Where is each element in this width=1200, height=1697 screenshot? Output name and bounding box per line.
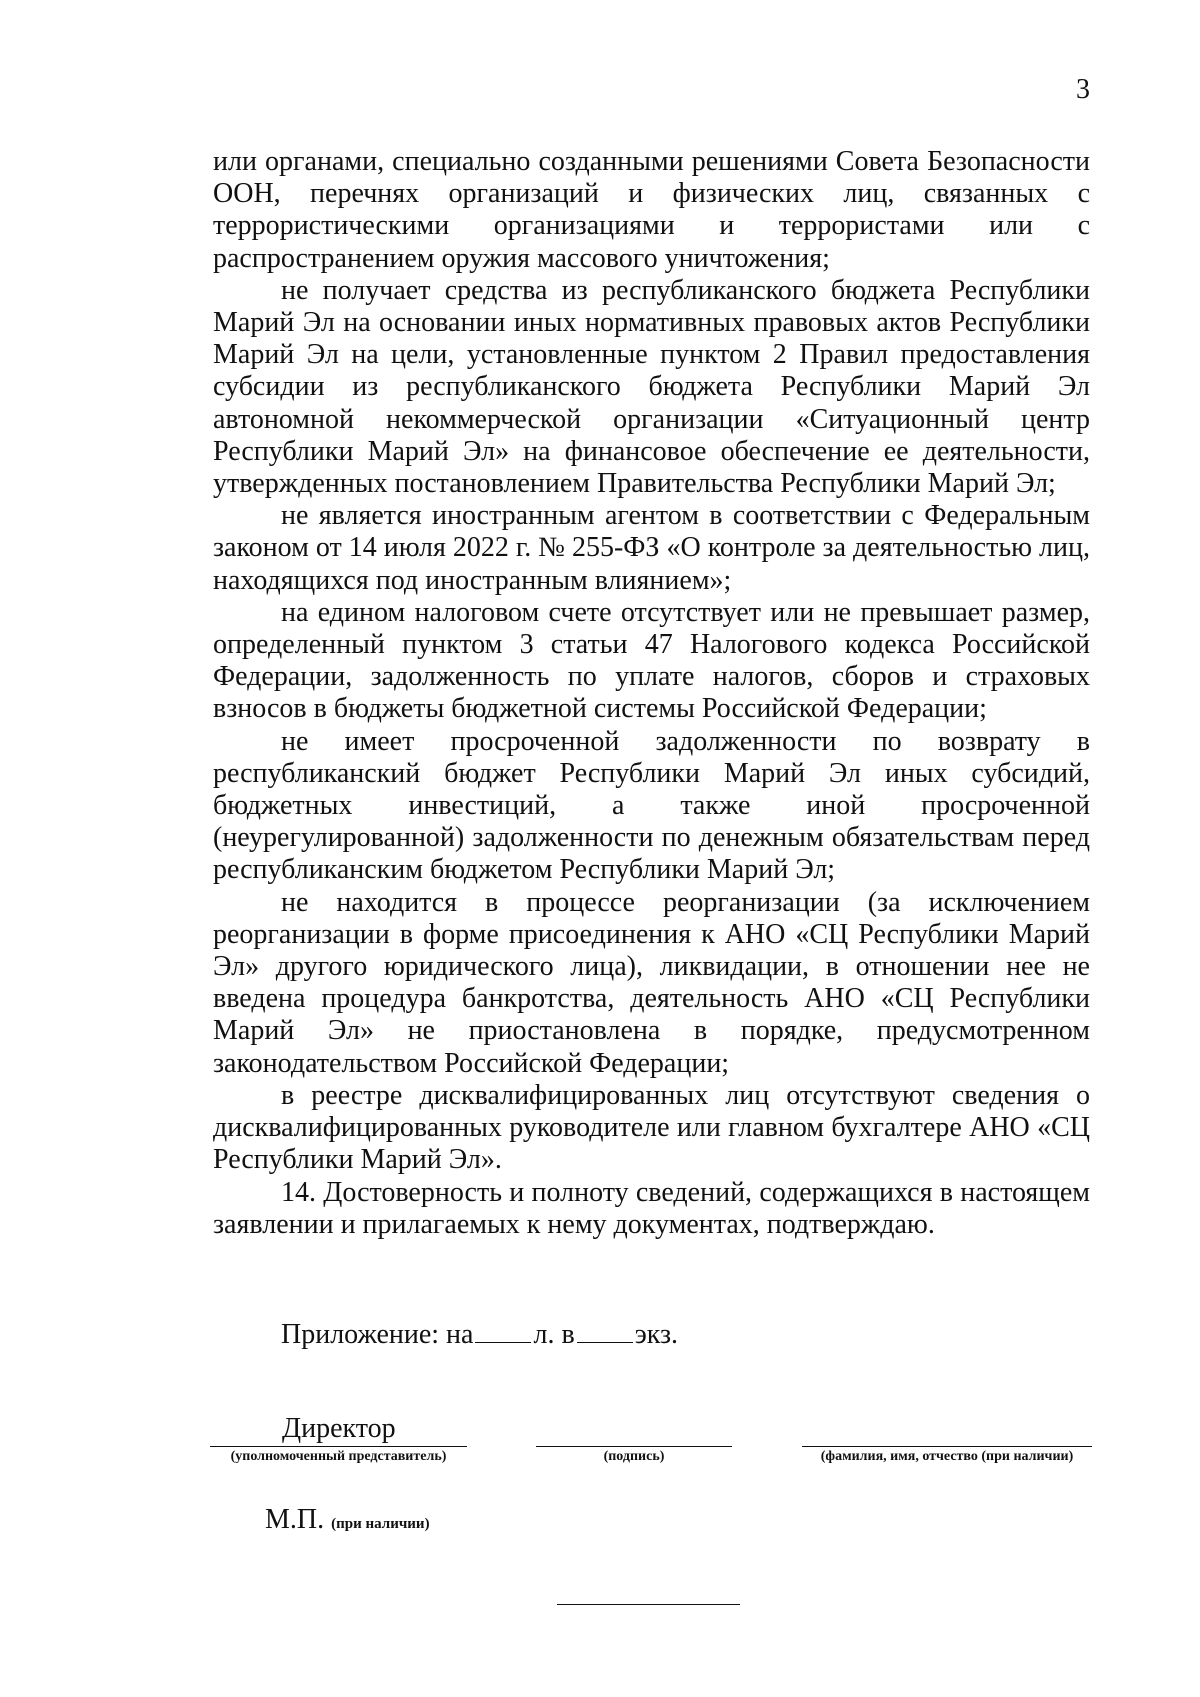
position-caption: (уполномоченный представитель) — [230, 1449, 447, 1464]
attachment-pages-blank[interactable] — [475, 1316, 531, 1343]
paragraph: не имеет просроченной задолженности по возврату в республиканский бюджет Республики Марий Эл иных субсидий, бюджетных инвестиций, а также иной просроченной (неурегулированной) задолженности по денежным обязательствам перед республиканским бюджетом Республики Марий Эл; — [213, 725, 1090, 886]
attachment-prefix: Приложение: на — [281, 1319, 474, 1350]
attachment-line — [281, 1316, 678, 1353]
position-value: Директор — [282, 1413, 396, 1444]
paragraph: не получает средства из республиканского бюджета Республики Марий Эл на основании иных нормативных правовых актов Республики Марий Эл на цели, установленные пунктом 2 Правил предоставления субсидии из республиканского бюджета Республики Марий Эл автономной некоммерческой организации «Ситуационный центр Республики Марий Эл» на финансовое обеспечение ее деятельности, утвержденных постановлением Правительства Республики Марий Эл; — [213, 274, 1090, 500]
body-text — [213, 146, 1090, 1241]
end-of-document-line — [557, 1604, 740, 1605]
stamp-place — [265, 1502, 430, 1542]
name-column — [802, 1412, 1092, 1467]
attachment-suffix: экз. — [634, 1319, 678, 1350]
position-column — [210, 1412, 467, 1467]
paragraph-confirmation: 14. Достоверность и полноту сведений, содержащихся в настоящем заявлении и прилагаемых к нему документах, подтверждаю. — [213, 1176, 1090, 1240]
signature-caption: (подпись) — [603, 1449, 665, 1464]
name-value — [802, 1412, 1092, 1446]
signature-value — [536, 1412, 732, 1446]
page-number: 3 — [1076, 74, 1090, 105]
signature-column — [536, 1412, 732, 1467]
stamp-label: М.П. — [265, 1504, 325, 1535]
paragraph: в реестре дисквалифицированных лиц отсутствуют сведения о дисквалифицированных руководителе или главном бухгалтере АНО «СЦ Республики Марий Эл». — [213, 1079, 1090, 1176]
name-caption: (фамилия, имя, отчество (при наличии) — [820, 1449, 1074, 1464]
stamp-note: (при наличии) — [331, 1516, 430, 1532]
paragraph: на едином налоговом счете отсутствует или не превышает размер, определенный пунктом 3 статьи 47 Налогового кодекса Российской Федерации, задолженность по уплате налогов, сборов и страховых взносов в бюджеты бюджетной системы Российской Федерации; — [213, 596, 1090, 725]
attachment-middle: л. в — [533, 1319, 575, 1350]
attachment-copies-blank[interactable] — [577, 1316, 633, 1343]
paragraph: не находится в процессе реорганизации (за исключением реорганизации в форме присоединения к АНО «СЦ Республики Марий Эл» другого юридического лица), ликвидации, в отношении нее не введена процедура банкротства, деятельность АНО «СЦ Республики Марий Эл» не приостановлена в порядке, предусмотренном законодательством Российской Федерации; — [213, 886, 1090, 1079]
paragraph: не является иностранным агентом в соответствии с Федеральным законом от 14 июля 2022 г. № 255-ФЗ «О контроле за деятельностью лиц, находящихся под иностранным влиянием»; — [213, 500, 1090, 596]
paragraph: или органами, специально созданными решениями Совета Безопасности ООН, перечнях организаций и физических лиц, связанных с террористическими организациями и террористами или с распространением оружия массового уничтожения; — [213, 146, 1090, 274]
